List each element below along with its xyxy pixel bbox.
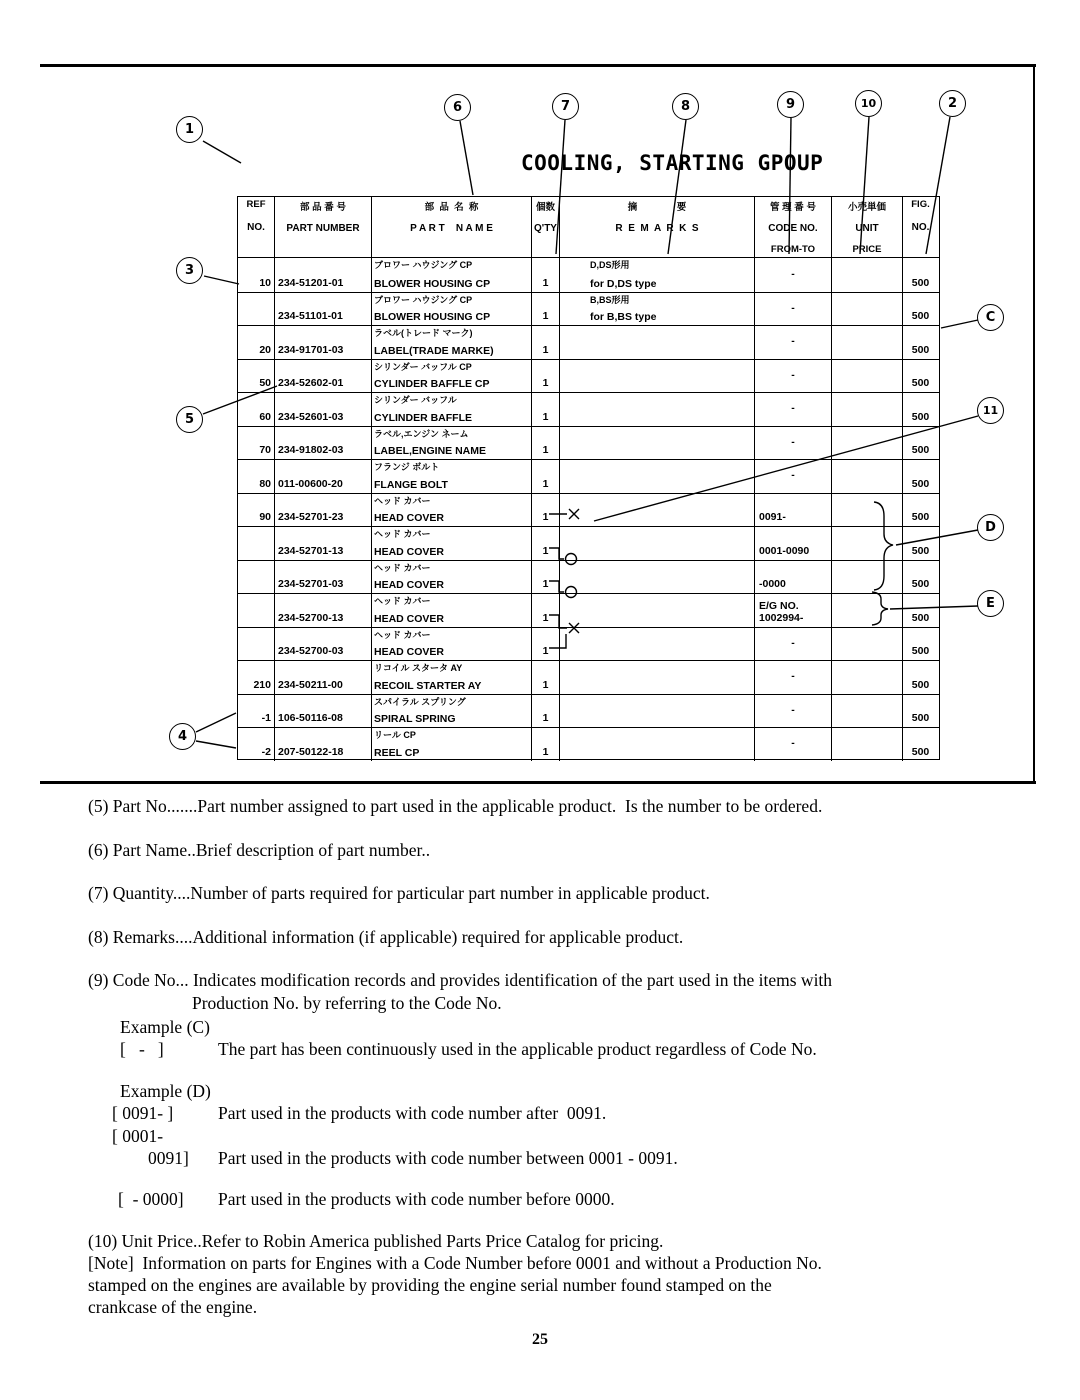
code-no-cell — [755, 360, 832, 393]
code-no-cell — [755, 661, 832, 694]
unit-price-cell — [832, 661, 903, 694]
table-row — [238, 426, 939, 460]
qty-cell: 1 — [532, 360, 560, 393]
remarks-cell — [560, 326, 755, 359]
fig-no-cell: 500 — [911, 310, 930, 322]
table-row — [238, 593, 939, 627]
code-line-2: - — [791, 368, 795, 381]
callout-1: 1 — [176, 116, 203, 143]
code-line-2: - — [791, 335, 795, 348]
part-number-cell: 234-50211-00 — [275, 661, 372, 694]
code-no-cell — [755, 494, 832, 527]
remark-jp: B,BS形用 — [590, 294, 630, 305]
remarks-cell — [560, 594, 755, 627]
unit-price-cell — [832, 460, 903, 493]
part-number-cell: 234-52701-23 — [275, 494, 372, 527]
part-name-en: CYLINDER BAFFLE — [374, 411, 472, 424]
remarks-cell — [560, 293, 755, 326]
ref-no-cell: 80 — [238, 460, 275, 493]
table-row — [238, 727, 939, 761]
parts-table — [237, 196, 940, 760]
header-col — [532, 197, 560, 257]
part-name-en: FLANGE BOLT — [374, 478, 448, 491]
ref-no-cell: 20 — [238, 326, 275, 359]
fig-no-cell: 500 — [911, 544, 930, 557]
ref-no-cell: 210 — [238, 661, 275, 694]
unit-price-cell — [832, 628, 903, 661]
part-name-cell — [372, 460, 532, 493]
remarks-cell — [560, 360, 755, 393]
example-d1-bracket: [ 0091- ] — [112, 1103, 174, 1123]
note-note-3: crankcase of the engine. — [88, 1297, 258, 1317]
example-d2-bracket: 0091] — [148, 1148, 189, 1168]
fig-no-cell: 500 — [911, 578, 930, 590]
ref-no-cell — [238, 527, 275, 560]
remark-jp: D,DS形用 — [590, 260, 630, 270]
header-col — [275, 197, 372, 257]
note-code-no-1: (9) Code No... Indicates modification records and provides identification of the part used in the items with — [88, 970, 833, 990]
note-unit-price: (10) Unit Price..Refer to Robin America published Parts Price Catalog for pricing. — [88, 1231, 664, 1251]
part-name-cell — [372, 326, 532, 359]
example-d3-text: Part used in the products with code number before 0000. — [218, 1189, 615, 1209]
remark-en: for B,BS type — [590, 311, 657, 323]
part-name-cell — [372, 561, 532, 594]
code-line-2: 1002994- — [759, 611, 804, 624]
unit-price-cell — [832, 258, 903, 292]
part-name-en: HEAD COVER — [374, 512, 445, 524]
part-number-cell: 106-50116-08 — [275, 695, 372, 728]
code-no-cell — [755, 427, 832, 460]
unit-price-cell — [832, 293, 903, 326]
qty-cell: 1 — [532, 293, 560, 326]
ref-no-cell: 10 — [238, 258, 275, 292]
fig-no-cell: 500 — [911, 276, 930, 289]
code-line-2: - — [791, 469, 795, 482]
code-no-cell — [755, 527, 832, 560]
part-name-en: HEAD COVER — [374, 579, 445, 591]
callout-10: 10 — [855, 90, 882, 117]
header-jp: 部 品 番 号 — [300, 202, 346, 213]
part-name-jp: ヘッド カバー — [374, 529, 431, 539]
callout-D: D — [977, 514, 1004, 541]
header-col — [755, 197, 832, 257]
header-en: NO. — [247, 221, 265, 233]
header-sub — [904, 244, 937, 255]
part-number-cell: 234-91802-03 — [275, 427, 372, 460]
callout-9: 9 — [777, 91, 804, 118]
table-row — [238, 292, 939, 326]
qty-cell: 1 — [532, 695, 560, 728]
fig-no-cell: 500 — [911, 444, 930, 456]
code-line-2: - — [791, 301, 795, 314]
part-number-cell: 011-00600-20 — [275, 460, 372, 493]
fig-no-cell: 500 — [911, 410, 930, 423]
qty-cell: 1 — [532, 594, 560, 627]
header-col — [238, 197, 275, 257]
table-row — [238, 325, 939, 359]
unit-price-cell — [832, 695, 903, 728]
header-jp: 部 品 名 称 — [424, 202, 479, 213]
remarks-cell — [560, 427, 755, 460]
qty-cell: 1 — [532, 258, 560, 292]
qty-cell: 1 — [532, 326, 560, 359]
header-jp: REF — [246, 199, 266, 210]
remarks-cell — [560, 661, 755, 694]
part-name-en: RECOIL STARTER AY — [374, 679, 482, 692]
qty-cell: 1 — [532, 494, 560, 527]
unit-price-cell — [832, 427, 903, 460]
ref-no-cell — [238, 594, 275, 627]
part-number-cell: 207-50122-18 — [275, 728, 372, 761]
header-jp: 管 理 番 号 — [770, 202, 816, 213]
qty-cell: 1 — [532, 628, 560, 661]
part-name-jp: ラベル(トレード マーク) — [374, 328, 473, 338]
example-c-line — [120, 1039, 817, 1060]
header-sub — [276, 244, 370, 255]
remarks-cell — [560, 460, 755, 493]
code-line-2: 0001-0090 — [759, 544, 810, 557]
part-name-cell — [372, 360, 532, 393]
fig-no-cell: 500 — [911, 678, 930, 691]
qty-cell: 1 — [532, 393, 560, 426]
header-col — [560, 197, 755, 257]
header-sub — [533, 244, 558, 255]
part-name-cell — [372, 527, 532, 560]
part-name-en: HEAD COVER — [374, 545, 445, 558]
part-name-en: CYLINDER BAFFLE CP — [374, 378, 490, 390]
fig-no-cell: 500 — [911, 611, 930, 624]
ref-no-cell: 70 — [238, 427, 275, 460]
code-line-2: -0000 — [759, 578, 786, 590]
header-en: P A R T N A M E — [410, 223, 493, 234]
header-en: NO. — [911, 221, 930, 233]
note-note-2: stamped on the engines are available by providing the engine serial number found stamped on the — [88, 1275, 772, 1295]
part-number-cell: 234-52700-03 — [275, 628, 372, 661]
unit-price-cell — [832, 360, 903, 393]
code-no-cell — [755, 628, 832, 661]
code-line-2: - — [791, 402, 795, 415]
example-d3-bracket: [ - 0000] — [118, 1189, 184, 1209]
part-name-jp: シリンダー バッフル — [374, 395, 457, 405]
remarks-cell — [560, 695, 755, 728]
example-d2-open: [ 0001- — [112, 1126, 164, 1146]
code-line-1: E/G NO. — [759, 599, 799, 612]
remarks-cell — [560, 393, 755, 426]
code-no-cell — [755, 258, 832, 292]
code-no-cell — [755, 326, 832, 359]
part-name-en: LABEL,ENGINE NAME — [374, 445, 487, 457]
note-part-no: (5) Part No.......Part number assigned to part used in the applicable product. Is the number to be ordered. — [88, 796, 823, 816]
example-d2-text: Part used in the products with code number between 0001 - 0091. — [218, 1148, 678, 1168]
part-number-cell: 234-52602-01 — [275, 360, 372, 393]
frame-rule-top — [40, 64, 1036, 67]
code-line-2: - — [791, 636, 795, 649]
header-en: PART NUMBER — [286, 223, 360, 234]
part-name-cell — [372, 695, 532, 728]
qty-cell: 1 — [532, 728, 560, 761]
callout-11: 11 — [977, 397, 1004, 424]
callout-4: 4 — [169, 723, 196, 750]
ref-no-cell — [238, 561, 275, 594]
part-name-jp: シリンダー バッフル CP — [374, 361, 472, 372]
ref-no-cell: 50 — [238, 360, 275, 393]
remark-en: for D,DS type — [590, 277, 657, 290]
table-row — [238, 660, 939, 694]
parts-table-body — [238, 258, 939, 761]
unit-price-cell — [832, 393, 903, 426]
fig-no-cell: 500 — [911, 712, 930, 724]
table-row — [238, 493, 939, 527]
header-col — [832, 197, 903, 257]
note-part-name: (6) Part Name..Brief description of part number.. — [88, 840, 431, 860]
remarks-cell — [560, 728, 755, 761]
fig-no-cell: 500 — [911, 645, 930, 657]
part-name-jp: ヘッド カバー — [374, 495, 431, 506]
example-c-bracket: [ - ] — [120, 1039, 164, 1059]
header-jp: 個数 — [535, 202, 555, 213]
remarks-cell — [560, 527, 755, 560]
part-name-cell — [372, 594, 532, 627]
note-code-no-2: Production No. by referring to the Code No. — [192, 993, 502, 1013]
header-en: CODE NO. — [768, 223, 818, 234]
remarks-cell — [560, 561, 755, 594]
part-name-en: LABEL(TRADE MARKE) — [374, 344, 494, 357]
table-row — [238, 258, 939, 292]
remarks-cell — [560, 258, 755, 292]
header-sub: PRICE — [852, 244, 882, 255]
code-no-cell — [755, 695, 832, 728]
header-jp: 摘 要 — [627, 202, 687, 213]
part-name-en: SPIRAL SPRING — [374, 713, 456, 725]
example-d1-text: Part used in the products with code number after 0091. — [218, 1103, 607, 1123]
unit-price-cell — [832, 326, 903, 359]
fig-no-cell: 500 — [911, 343, 930, 356]
qty-cell: 1 — [532, 427, 560, 460]
fig-no-cell: 500 — [911, 511, 930, 523]
header-en: Q'TY — [534, 223, 557, 234]
remarks-cell — [560, 628, 755, 661]
part-name-jp: スパイラル スプリング — [374, 696, 466, 707]
part-name-jp: リール CP — [374, 730, 416, 740]
remarks-cell — [560, 494, 755, 527]
ref-no-cell: 60 — [238, 393, 275, 426]
part-name-cell — [372, 258, 532, 292]
part-name-jp: ブロワー ハウジング CP — [374, 294, 473, 305]
fig-no-cell: 500 — [911, 745, 930, 758]
code-line-2: - — [791, 267, 795, 280]
note-note-1: [Note] Information on parts for Engines with a Code Number before 0001 and without a Production No. — [88, 1253, 822, 1273]
example-c-label: Example (C) — [120, 1017, 210, 1037]
table-row — [238, 392, 939, 426]
section-title: COOLING, STARTING GPOUP — [521, 151, 824, 175]
part-name-cell — [372, 728, 532, 761]
code-no-cell — [755, 561, 832, 594]
code-no-cell — [755, 393, 832, 426]
part-number-cell: 234-52700-13 — [275, 594, 372, 627]
part-name-jp: フランジ ボルト — [374, 462, 440, 472]
part-name-en: BLOWER HOUSING CP — [374, 311, 491, 323]
part-name-en: HEAD COVER — [374, 646, 445, 658]
header-jp: 小売単価 — [847, 202, 886, 213]
table-row — [238, 627, 939, 661]
ref-no-cell — [238, 293, 275, 326]
ref-no-cell: -1 — [238, 695, 275, 728]
header-sub: FROM-TO — [770, 244, 816, 255]
code-no-cell — [755, 293, 832, 326]
example-d1-line — [112, 1103, 606, 1124]
part-number-cell: 234-52601-03 — [275, 393, 372, 426]
example-d3-line — [118, 1189, 615, 1210]
header-col — [372, 197, 532, 257]
note-remarks: (8) Remarks....Additional information (if applicable) required for applicable product. — [88, 927, 684, 947]
unit-price-cell — [832, 728, 903, 761]
fig-no-cell: 500 — [911, 477, 930, 490]
table-row — [238, 526, 939, 560]
code-line-2: - — [791, 670, 795, 683]
part-name-cell — [372, 628, 532, 661]
part-name-cell — [372, 393, 532, 426]
header-en: UNIT — [855, 223, 879, 234]
qty-cell: 1 — [532, 460, 560, 493]
callout-3: 3 — [176, 257, 203, 284]
part-name-cell — [372, 293, 532, 326]
fig-no-cell: 500 — [911, 377, 930, 389]
part-number-cell: 234-52701-13 — [275, 527, 372, 560]
part-number-cell: 234-51101-01 — [275, 293, 372, 326]
header-sub — [561, 244, 753, 255]
part-name-jp: リコイル スタータ AY — [374, 663, 463, 673]
unit-price-cell — [832, 561, 903, 594]
header-jp: FIG. — [911, 199, 930, 210]
example-d2-line — [148, 1148, 678, 1169]
frame-rule-right — [1033, 64, 1035, 784]
unit-price-cell — [832, 594, 903, 627]
unit-price-cell — [832, 527, 903, 560]
example-d-label: Example (D) — [120, 1081, 211, 1101]
part-name-en: REEL CP — [374, 746, 420, 759]
qty-cell: 1 — [532, 561, 560, 594]
callout-2: 2 — [939, 90, 966, 117]
header-sub — [373, 244, 530, 255]
part-name-jp: ヘッド カバー — [374, 562, 431, 573]
part-name-cell — [372, 661, 532, 694]
ref-no-cell — [238, 628, 275, 661]
header-sub — [239, 244, 273, 255]
table-row — [238, 560, 939, 594]
table-row — [238, 694, 939, 728]
callout-6: 6 — [444, 94, 471, 121]
parts-table-header — [238, 197, 939, 258]
table-row — [238, 459, 939, 493]
example-c-text: The part has been continuously used in the applicable product regardless of Code No. — [218, 1039, 817, 1059]
header-en: R E M A R K S — [615, 223, 699, 234]
code-no-cell — [755, 728, 832, 761]
ref-no-cell: -2 — [238, 728, 275, 761]
part-name-en: BLOWER HOUSING CP — [374, 277, 491, 290]
part-name-cell — [372, 427, 532, 460]
ref-no-cell: 90 — [238, 494, 275, 527]
unit-price-cell — [832, 494, 903, 527]
code-line-2: - — [791, 703, 795, 716]
code-no-cell — [755, 594, 832, 627]
part-name-jp: ブロワー ハウジング CP — [374, 260, 473, 270]
callout-5: 5 — [176, 406, 203, 433]
part-number-cell: 234-51201-01 — [275, 258, 372, 292]
part-name-jp: ラベル,エンジン ネーム — [374, 428, 469, 439]
part-number-cell: 234-91701-03 — [275, 326, 372, 359]
code-line-2: 0091- — [759, 511, 786, 523]
note-quantity: (7) Quantity....Number of parts required for particular part number in applicable product. — [88, 883, 710, 903]
qty-cell: 1 — [532, 527, 560, 560]
part-number-cell: 234-52701-03 — [275, 561, 372, 594]
table-row — [238, 359, 939, 393]
callout-C: C — [977, 304, 1004, 331]
part-name-cell — [372, 494, 532, 527]
part-name-en: HEAD COVER — [374, 612, 445, 625]
frame-rule-bottom — [40, 781, 1036, 784]
part-name-jp: ヘッド カバー — [374, 596, 431, 606]
callout-E: E — [977, 590, 1004, 617]
qty-cell: 1 — [532, 661, 560, 694]
code-no-cell — [755, 460, 832, 493]
code-line-2: - — [791, 737, 795, 750]
part-name-jp: ヘッド カバー — [374, 629, 431, 640]
callout-7: 7 — [552, 93, 579, 120]
page-number: 25 — [532, 1331, 548, 1348]
callout-8: 8 — [672, 93, 699, 120]
code-line-2: - — [791, 435, 795, 448]
header-col — [903, 197, 938, 257]
